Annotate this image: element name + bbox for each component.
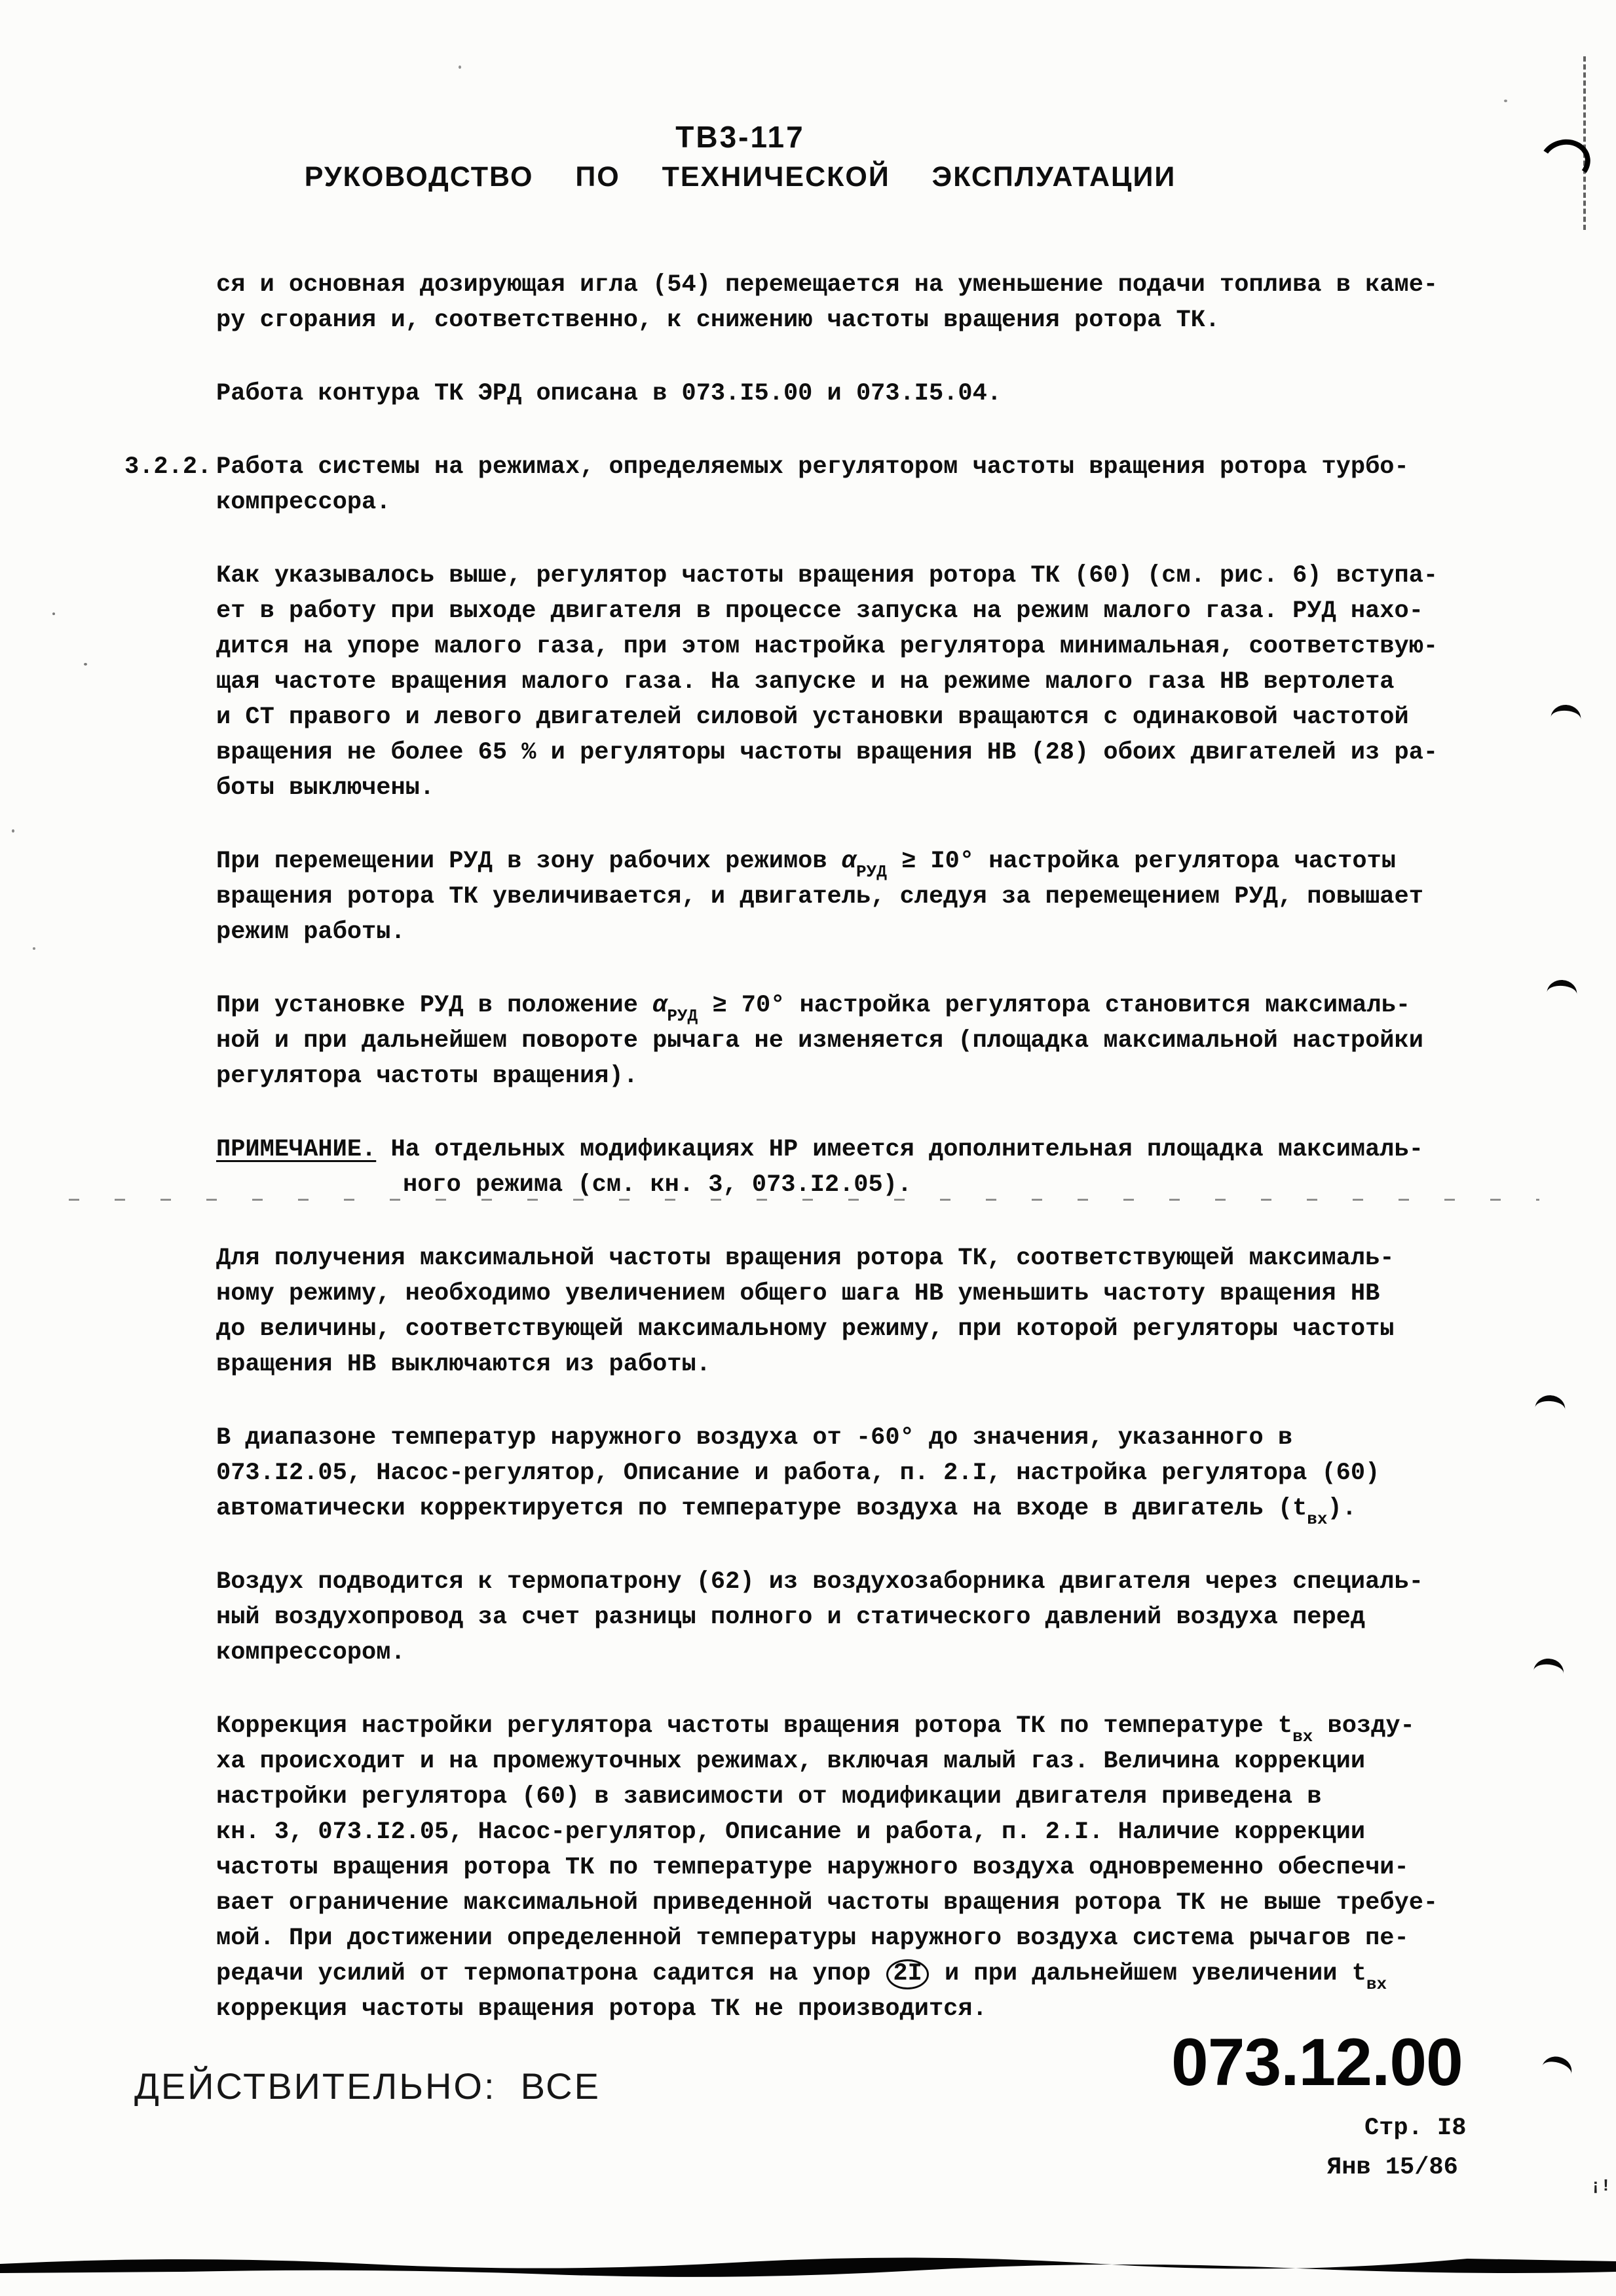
paragraph-10 [216, 1564, 1513, 1670]
text-line: вращения ротора ТК увеличивается, и двигатель, следуя за перемещением РУД, повышает [216, 883, 1423, 911]
text-line: вает ограничение максимальной приведенной частоты вращения ротора ТК не выше требуе- [216, 1889, 1438, 1917]
text-line: Работа контура ТК ЭРД описана в 073.I5.00 и 073.I5.04. [216, 380, 1002, 407]
section-number: 3.2.2. [124, 453, 212, 481]
text-line: ет в работу при выходе двигателя в процессе запуска на режим малого газа. РУД нахо- [216, 597, 1423, 625]
text-line: При перемещении РУД в зону рабочих режимов $\alpha_{РУД} \ge I0^\circ$ настройка регулятора частоты [216, 848, 1396, 882]
document-model: ТВ3-117 [675, 120, 805, 154]
note [216, 1132, 1513, 1203]
text-line: настройки регулятора (60) в зависимости от модификации двигателя приведена в [216, 1783, 1322, 1811]
text-line: ному режиму, необходимо увеличением общего шага НВ уменьшить частоту вращения НВ [216, 1280, 1380, 1308]
text-line: вращения НВ выключаются из работы. [216, 1351, 711, 1378]
text-line: мой. При достижении определенной температуры наружного воздуха система рычагов пе- [216, 1925, 1409, 1952]
text-line: 073.I2.05, Насос-регулятор, Описание и работа, п. 2.I, настройка регулятора (60) [216, 1459, 1380, 1487]
scan-artifact-curl [1550, 704, 1581, 721]
text-line: коррекция частоты вращения ротора ТК не производится. [216, 1995, 987, 2023]
paragraph-9 [216, 1420, 1513, 1529]
document-header [39, 119, 1441, 193]
text-line: ный воздухопровод за счет разницы полного и статического давлений воздуха перед [216, 1604, 1366, 1631]
text-line: В диапазоне температур наружного воздуха от -60° до значения, указанного в [216, 1424, 1293, 1452]
text-line: ной и при дальнейшем повороте рычага не изменяется (площадка максимальной настройки [216, 1027, 1423, 1055]
text-line: компрессора. [216, 489, 391, 516]
text-line: ного режима (см. кн. 3, 073.I2.05). [403, 1171, 912, 1199]
scan-artifact-dashed-line [1583, 56, 1586, 230]
text-line: ха происходит и на промежуточных режимах, включая малый газ. Величина коррекции [216, 1748, 1366, 1775]
scan-artifact-curl [1535, 1394, 1566, 1411]
text-line: Как указывалось выше, регулятор частоты вращения ротора ТК (60) (см. рис. 6) вступа- [216, 562, 1438, 590]
text-line: Воздух подводится к термопатрону (62) из воздухозаборника двигателя через специаль- [216, 1568, 1423, 1596]
validity-label: ДЕЙСТВИТЕЛЬНО: ВСЕ [134, 2065, 601, 2107]
text-line: частоты вращения ротора ТК по температуре наружного воздуха одновременно обеспечи- [216, 1854, 1409, 1881]
text-line: кн. 3, 073.I2.05, Насос-регулятор, Описание и работа, п. 2.I. Наличие коррекции [216, 1818, 1366, 1846]
document-title: РУКОВОДСТВО ПО ТЕХНИЧЕСКОЙ ЭКСПЛУАТАЦИИ [304, 161, 1176, 193]
scan-artifact-speck [84, 663, 87, 666]
scan-artifact-page-edge [0, 2252, 1616, 2282]
text-line: компрессором. [216, 1639, 405, 1666]
scan-artifact-speck [12, 829, 14, 833]
text-line: Коррекция настройки регулятора частоты вращения ротора ТК по температуре $t_{вх}$ возду- [216, 1712, 1415, 1746]
scan-artifact-speck [459, 66, 461, 69]
scan-artifact-speck [33, 947, 35, 950]
paragraph-6 [216, 988, 1513, 1094]
paragraph-8 [216, 1241, 1513, 1382]
scan-artifact-specks: ¡! [1590, 2176, 1611, 2196]
paragraph-11 [216, 1708, 1513, 2027]
paragraph-1 [216, 267, 1513, 338]
scan-artifact-speck [1504, 100, 1507, 102]
text-line: автоматически корректируется по температуре воздуха на входе в двигатель $(t_{вх})$. [216, 1495, 1357, 1529]
document-number: 073.12.00 [1171, 2025, 1463, 2099]
text-line: и СТ правого и левого двигателей силовой установки вращаются с одинаковой частотой [216, 704, 1409, 731]
scan-artifact-speck [52, 612, 55, 615]
paragraph-3 [124, 449, 1513, 520]
paragraph-5 [216, 844, 1513, 950]
text-line: Работа системы на режимах, определяемых регулятором частоты вращения ротора турбо- [216, 453, 1409, 481]
scan-artifact-curl [1542, 2053, 1575, 2076]
document-body [124, 267, 1513, 2027]
text-line: ПРИМЕЧАНИЕ. На отдельных модификациях НР имеется дополнительная площадка максималь- [216, 1136, 1423, 1163]
paragraph-4 [216, 558, 1513, 806]
text-line: боты выключены. [216, 774, 435, 802]
text-line: дится на упоре малого газа, при этом настройка регулятора минимальная, соответствую- [216, 633, 1438, 660]
text-line: редачи усилий от термопатрона садится на упор 2I и при дальнейшем увеличении $t_{вх}$ [216, 1960, 1387, 1994]
scan-artifact-dotted-rule [69, 1199, 1539, 1201]
text-line: щая частоте вращения малого газа. На запуске и на режиме малого газа НВ вертолета [216, 668, 1395, 696]
revision-date: Янв 15/86 [1327, 2154, 1458, 2181]
text-line: регулятора частоты вращения). [216, 1063, 638, 1090]
text-line: вращения не более 65 % и регуляторы частоты вращения НВ (28) обоих двигателей из ра- [216, 739, 1438, 766]
paragraph-2 [216, 376, 1513, 411]
text-line: Для получения максимальной частоты вращения ротора ТК, соответствующей максималь- [216, 1245, 1395, 1272]
text-line: ру сгорания и, соответственно, к снижению частоты вращения ротора ТК. [216, 307, 1220, 334]
text-line: режим работы. [216, 918, 405, 946]
page-number: Стр. I8 [1364, 2115, 1467, 2142]
text-line: до величины, соответствующей максимальному режиму, при которой регуляторы частоты [216, 1315, 1395, 1343]
scan-artifact-curl [1533, 1657, 1565, 1676]
text-line: ся и основная дозирующая игла (54) перемещается на уменьшение подачи топлива в каме- [216, 271, 1438, 299]
scan-artifact-curl [1547, 979, 1577, 996]
text-line: При установке РУД в положение $\alpha_{РУД} \ge 70^\circ$ настройка регулятора становится максималь- [216, 992, 1411, 1026]
